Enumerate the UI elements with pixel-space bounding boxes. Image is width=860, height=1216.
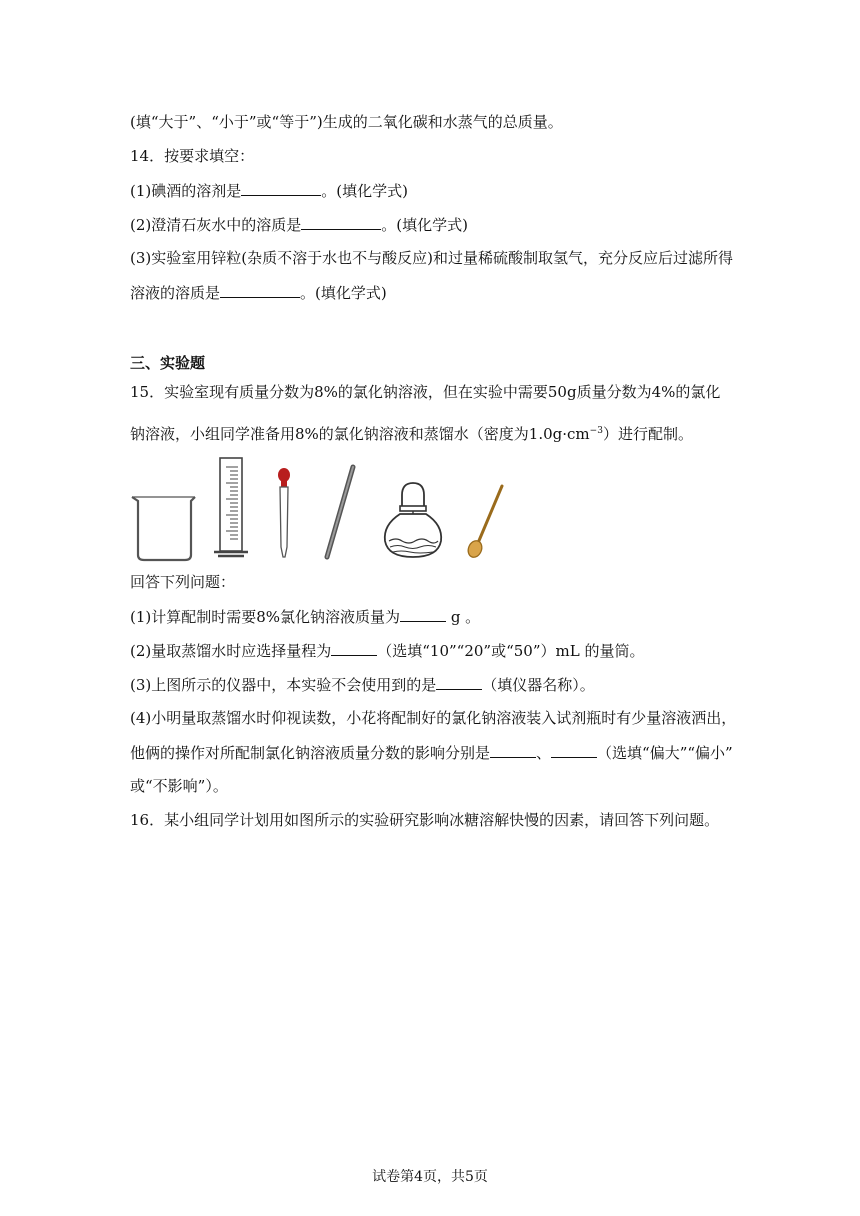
graduated-cylinder-icon xyxy=(214,458,248,556)
line-text: (1)碘酒的溶剂是 xyxy=(130,182,242,200)
dropper-icon xyxy=(278,468,290,557)
line-text: 15．实验室现有质量分数为8%的氯化钠溶液，但在实验中需要50g质量分数为4%的氯化 xyxy=(130,383,721,401)
line-text: 16．某小组同学计划用如图所示的实验研究影响冰糖溶解快慢的因素，请回答下列问题。 xyxy=(130,811,720,829)
question-14-part-1 xyxy=(130,180,408,201)
question-15-title xyxy=(130,382,720,402)
page-number: 试卷第4页，共5页 xyxy=(372,1169,488,1185)
line-text: (3)上图所示的仪器中，本实验不会使用到的是 xyxy=(130,676,437,694)
line-text: （选填“10”“20”或“50”）mL 的量筒。 xyxy=(377,642,645,660)
line-text: (填“大于”、“小于”或“等于”)生成的二氧化碳和水蒸气的总质量。 xyxy=(130,113,563,131)
question-15-title-cont xyxy=(130,424,693,444)
question-14-part-3 xyxy=(130,248,733,268)
line-text: （选填“偏大”“偏小” xyxy=(597,744,733,762)
answer-blank[interactable] xyxy=(241,180,321,196)
answer-prompt xyxy=(130,572,235,592)
line-text: (1)计算配制时需要8%氯化钠溶液质量为 xyxy=(130,608,401,626)
answer-blank[interactable] xyxy=(331,640,377,656)
question-15-part-4-cont xyxy=(130,742,733,763)
line-text: 。(填化学式) xyxy=(300,284,387,302)
line-text: 溶液的溶质是 xyxy=(130,284,221,302)
question-14-part-2 xyxy=(130,214,468,235)
superscript: −3 xyxy=(589,426,603,436)
answer-blank[interactable] xyxy=(301,214,381,230)
line-text: 14．按要求填空： xyxy=(130,147,255,165)
line-text: (2)澄清石灰水中的溶质是 xyxy=(130,216,302,234)
line-text: （填仪器名称）。 xyxy=(482,676,595,694)
answer-blank[interactable] xyxy=(400,606,446,622)
question-16-title xyxy=(130,810,719,830)
answer-blank[interactable] xyxy=(490,742,536,758)
question-14-title xyxy=(130,146,254,166)
section-heading xyxy=(130,353,205,373)
line-text: (2)量取蒸馏水时应选择量程为 xyxy=(130,642,332,660)
line-text: 。(填化学式) xyxy=(381,216,468,234)
question-15-part-1 xyxy=(130,606,480,627)
line-text: 。(填化学式) xyxy=(321,182,408,200)
answer-blank[interactable] xyxy=(220,282,300,298)
line-text: 钠溶液，小组同学准备用8%的氯化钠溶液和蒸馏水（密度为1.0g·cm xyxy=(130,425,590,443)
answer-blank[interactable] xyxy=(551,742,597,758)
line-text: 、 xyxy=(536,744,552,762)
line-text: 他俩的操作对所配制氯化钠溶液质量分数的影响分别是 xyxy=(130,744,491,762)
glass-rod-icon xyxy=(327,467,353,557)
question-15-part-4-end xyxy=(130,776,228,796)
line-text: ）进行配制。 xyxy=(602,425,693,443)
answer-blank[interactable] xyxy=(436,674,482,690)
question-15-part-4 xyxy=(130,708,736,728)
page-footer xyxy=(0,1166,860,1186)
question-15-part-3 xyxy=(130,674,595,695)
line-text: 或“不影响”）。 xyxy=(130,777,228,795)
spoon-icon xyxy=(466,486,502,559)
line-text: 回答下列问题： xyxy=(130,573,236,591)
line-text: (4)小明量取蒸馏水时仰视读数，小花将配制好的氯化钠溶液装入试剂瓶时有少量溶液洒出， xyxy=(130,709,737,727)
line-text: (3)实验室用锌粒(杂质不溶于水也不与酸反应)和过量稀硫酸制取氢气，充分反应后过滤所得 xyxy=(130,249,733,267)
alcohol-lamp-icon xyxy=(385,483,441,557)
question-14-part-3-cont xyxy=(130,282,387,303)
text-line xyxy=(130,112,563,132)
question-15-part-2 xyxy=(130,640,644,661)
section-title: 三、实验题 xyxy=(130,354,206,372)
line-text: g 。 xyxy=(446,608,481,626)
apparatus-figure xyxy=(130,455,530,565)
beaker-icon xyxy=(132,497,195,560)
